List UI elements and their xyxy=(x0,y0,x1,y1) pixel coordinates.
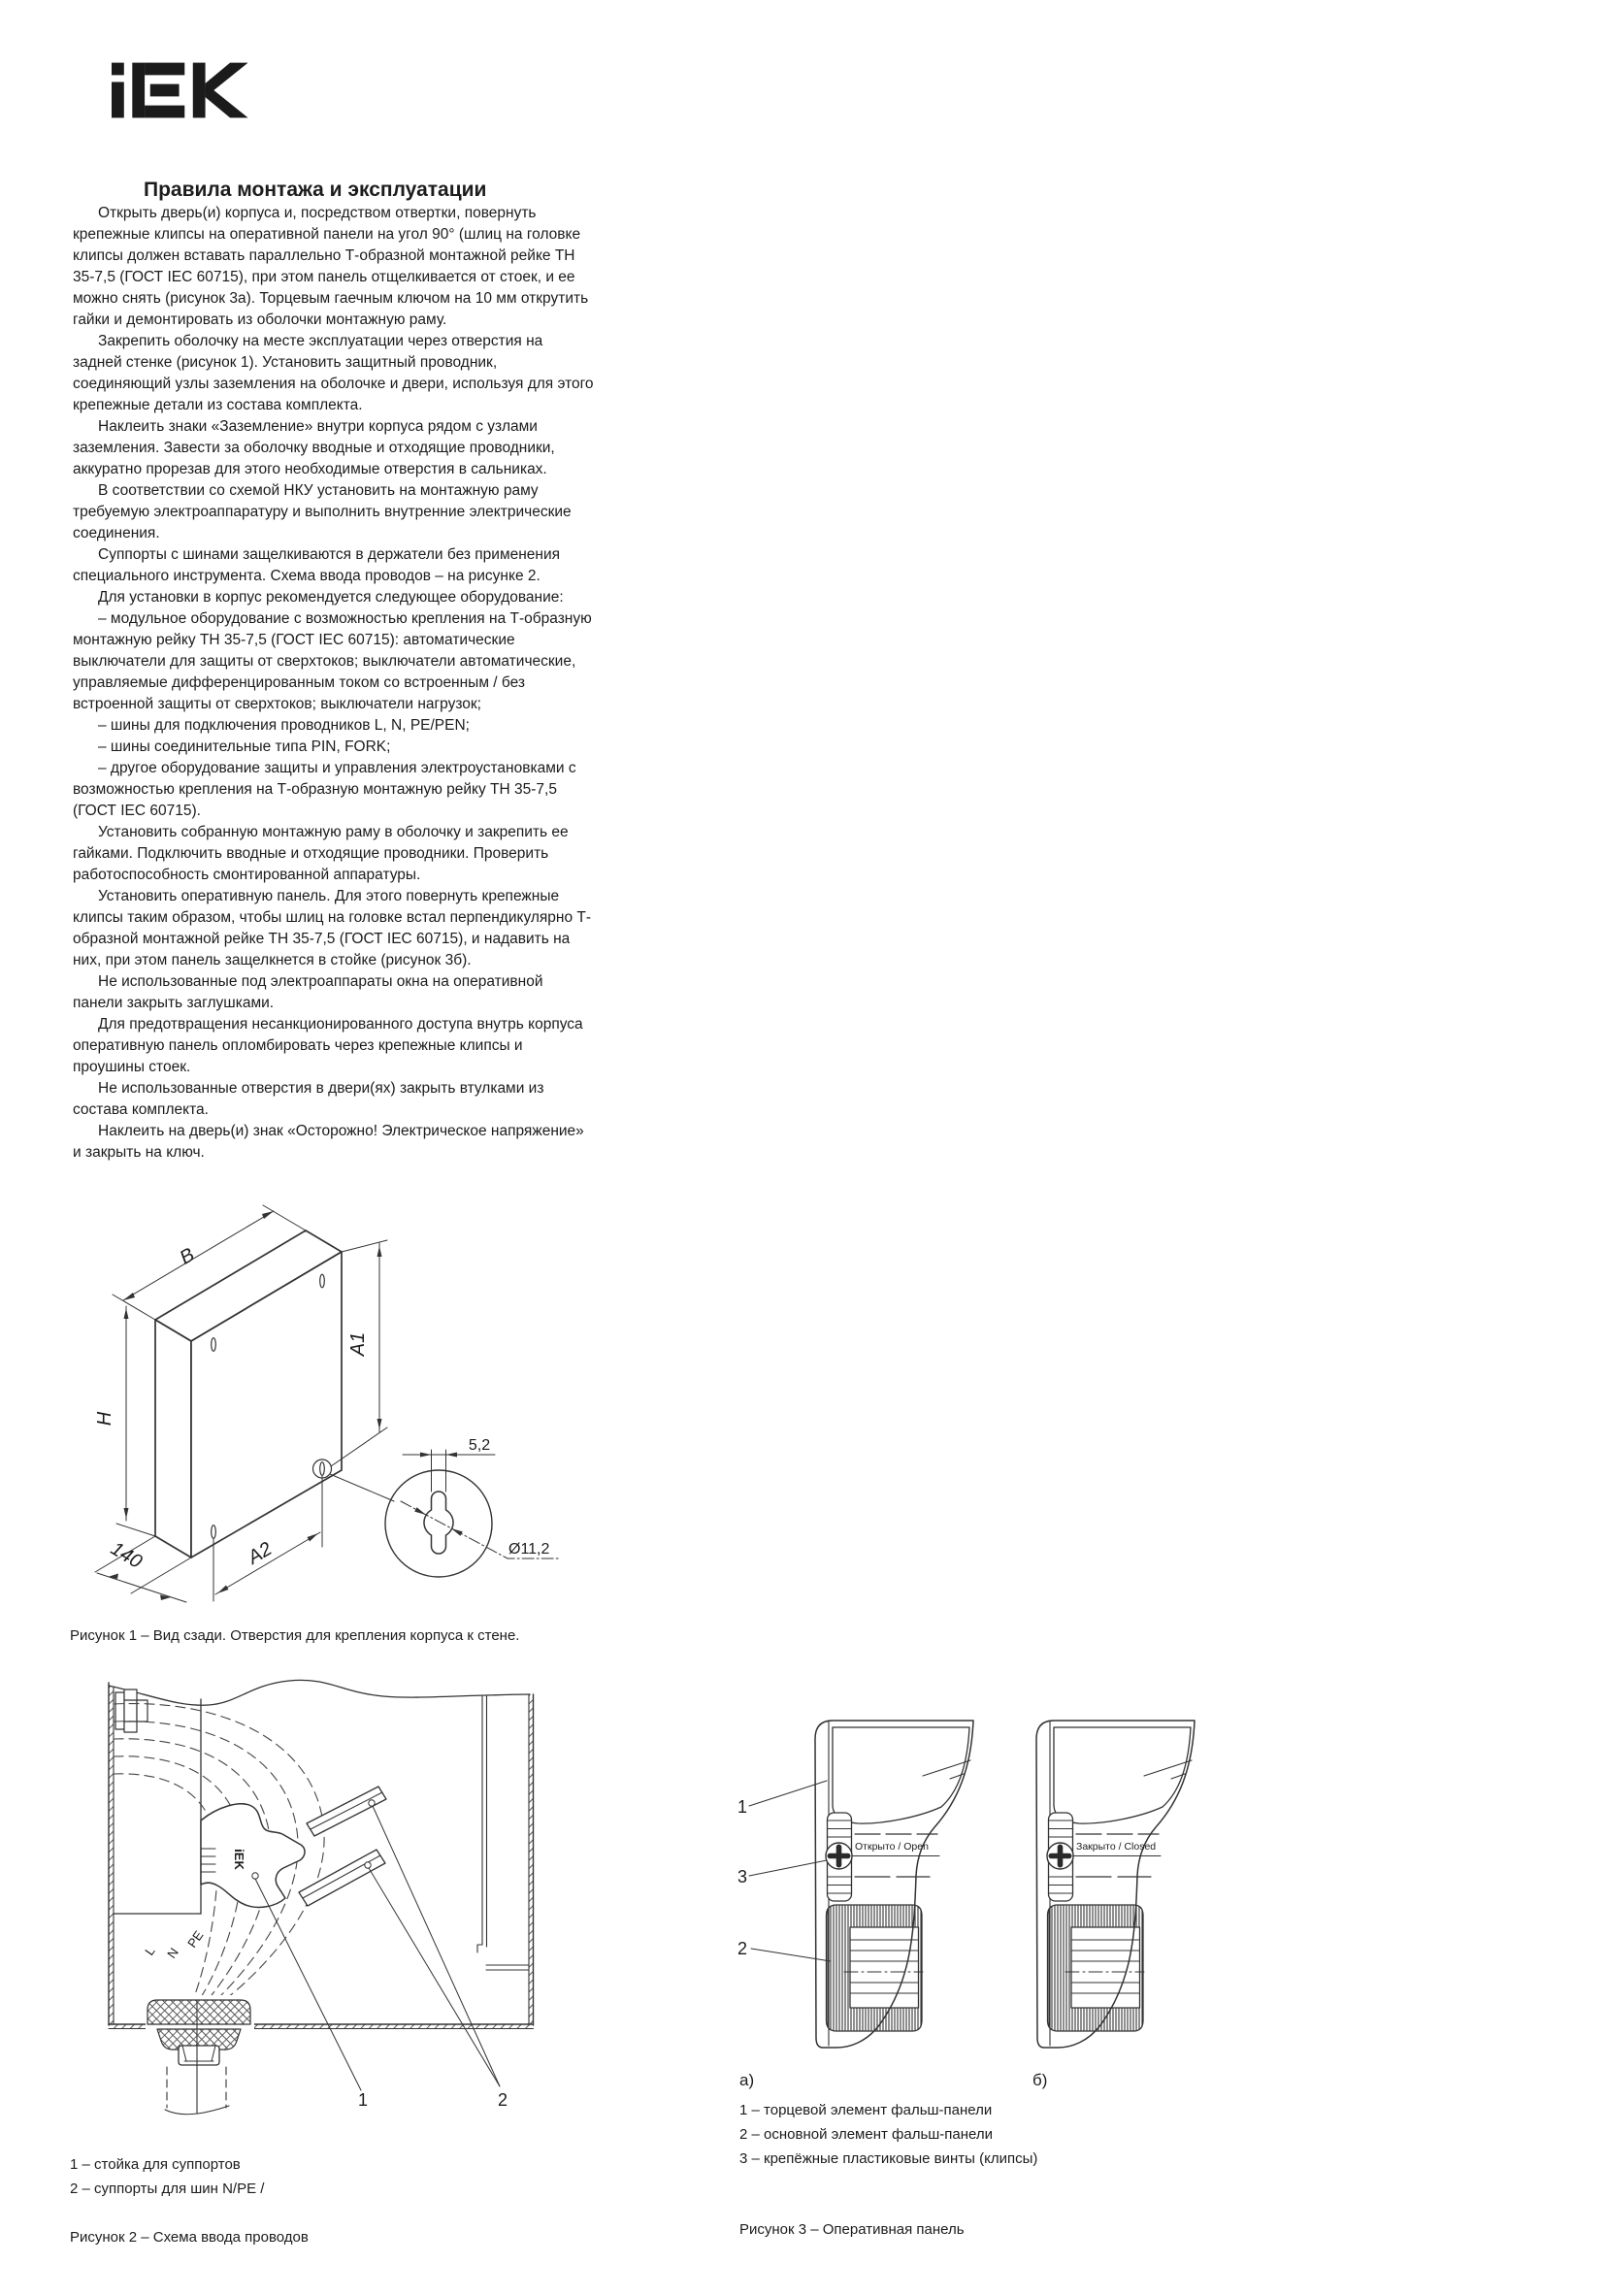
figure-3-caption: Рисунок 3 – Оперативная панель xyxy=(739,2221,965,2238)
figure-2-legend xyxy=(70,2152,264,2201)
callout-2: 2 xyxy=(737,1939,748,1958)
paragraph: Не использованные отверстия в двери(ях) закрыть втулками из состава комплекта. xyxy=(73,1080,544,1118)
wall-bolt xyxy=(115,1689,147,1732)
subfigure-a-label: а) xyxy=(739,2071,755,2089)
paragraph: Установить собранную монтажную раму в оболочку и закрепить ее гайками. Подключить вводные и отходящие проводники. Проверить работоспособность смонтированной аппаратуры. xyxy=(73,824,569,883)
keyhole-detail-view xyxy=(385,1437,561,1577)
enclosure-box xyxy=(155,1230,342,1558)
instructions-text xyxy=(73,203,595,1164)
paragraph: Закрепить оболочку на месте эксплуатации через отверстия на задней стенке (рисунок 1). Установить защитный проводник, соединяющий узлы заземления на оболочке и двери, используя для этого крепежные детали из состава комплекта. xyxy=(73,333,594,413)
legend-item: 3 – крепёжные пластиковые винты (клипсы) xyxy=(739,2150,1038,2167)
dim-label-A2: A2 xyxy=(244,1538,277,1569)
panel-b-shape xyxy=(1036,1721,1195,2048)
dim-label-5-2: 5,2 xyxy=(468,1437,491,1454)
callout-1: 1 xyxy=(737,1797,748,1817)
bus-supports xyxy=(299,1787,386,1906)
wire-label-N: N xyxy=(164,1945,181,1961)
panel-b-state-text: Закрыто / Closed xyxy=(1076,1841,1157,1853)
figure-3-legend xyxy=(739,2098,1037,2171)
callout-3: 3 xyxy=(737,1867,748,1886)
enclosure-walls xyxy=(109,1680,534,2028)
dim-label-H: H xyxy=(94,1411,115,1427)
subfigure-b-label: б) xyxy=(1032,2071,1048,2089)
bracket-iek-mark: iEK xyxy=(232,1849,246,1870)
paragraph: – шины соединительные типа PIN, FORK; xyxy=(98,738,391,755)
paragraph: Наклеить знаки «Заземление» внутри корпуса рядом с узлами заземления. Завести за оболочку вводные и отходящие проводники, аккуратно прорезав для этого необходимые отверстия в сальниках. xyxy=(73,418,555,477)
paragraph: Для предотвращения несанкционированного доступа внутрь корпуса оперативную панель опломбировать через крепежные клипсы и проушины стоек. xyxy=(73,1016,583,1075)
wire-label-L: L xyxy=(142,1944,158,1958)
figure-1-rear-view-drawing xyxy=(58,1194,573,1611)
paragraph: Для установки в корпус рекомендуется следующее оборудование: xyxy=(98,589,564,606)
paragraph: – модульное оборудование с возможностью крепления на Т-образную монтажную рейку ТН 35-7,5 (ГОСТ IEC 60715): автоматические выключатели для защиты от сверхтоков; выключатели автоматические, управляемые дифференцированным током со встроенным / без встроенной защиты от сверхтоков; выключатели нагрузок; xyxy=(73,610,592,712)
paragraph: Не использованные под электроаппараты окна на оперативной панели закрыть заглушками. xyxy=(73,973,543,1011)
figure-3-operating-panel-drawing xyxy=(728,1674,1223,2091)
figure-1-caption: Рисунок 1 – Вид сзади. Отверстия для крепления корпуса к стене. xyxy=(70,1627,520,1644)
paragraph: Открыть дверь(и) корпуса и, посредством отвертки, повернуть крепежные клипсы на оперативной панели на угол 90° (шлиц на головке клипсы должен вставать параллельно Т-образной монтажной рейке ТН 35-7,5 (ГОСТ IEC 60715), при этом панель отщелкивается от стоек, и ее можно снять (рисунок 3а). Торцевым гаечным ключом на 10 мм открутить гайки и демонтировать из оболочки монтажную раму. xyxy=(73,205,589,328)
legend-item: 2 – суппорты для шин N/PE / xyxy=(70,2181,265,2197)
cable-gland xyxy=(146,1995,254,2115)
dim-label-140: 140 xyxy=(107,1537,147,1573)
callout-2: 2 xyxy=(498,2090,508,2110)
dim-label-A1: A1 xyxy=(347,1331,369,1357)
iek-logo xyxy=(112,62,249,118)
panel-a-shape xyxy=(815,1721,973,2048)
paragraph: Наклеить на дверь(и) знак «Осторожно! Электрическое напряжение» и закрыть на ключ. xyxy=(73,1123,584,1161)
legend-item: 1 – стойка для суппортов xyxy=(70,2156,241,2173)
figure-2-wire-entry-drawing xyxy=(58,1674,573,2120)
page-title: Правила монтажа и эксплуатации xyxy=(144,179,487,201)
callout-1: 1 xyxy=(358,2090,369,2110)
paragraph: – шины для подключения проводников L, N, PE/PEN; xyxy=(98,717,470,734)
dim-label-dia-11-2: Ø11,2 xyxy=(508,1541,550,1558)
legend-item: 2 – основной элемент фальш-панели xyxy=(739,2126,994,2143)
paragraph: В соответствии со схемой НКУ установить на монтажную раму требуемую электроаппаратуру и выполнить внутренние электрические соединения. xyxy=(73,482,572,541)
dim-label-B: B xyxy=(176,1243,199,1269)
wire-label-PE: PE xyxy=(184,1927,207,1951)
figure-2-caption: Рисунок 2 – Схема ввода проводов xyxy=(70,2229,309,2246)
paragraph: Суппорты с шинами защелкиваются в держатели без применения специального инструмента. Схема ввода проводов – на рисунке 2. xyxy=(73,546,561,584)
iek-logo-letters xyxy=(112,63,248,118)
paragraph: – другое оборудование защиты и управления электроустановками с возможностью крепления на Т-образную монтажную рейку ТН 35-7,5 (ГОСТ IEC 60715). xyxy=(73,760,576,819)
panel-a-state-text: Открыто / Open xyxy=(855,1841,929,1853)
paragraph: Установить оперативную панель. Для этого повернуть крепежные клипсы таким образом, чтобы шлиц на головке встал перпендикулярно Т-образной монтажной рейке ТН 35-7,5 (ГОСТ IEC 60715), и надавить на них, при этом панель защелкнется в стойке (рисунок 3б). xyxy=(73,888,592,968)
legend-item: 1 – торцевой элемент фальш-панели xyxy=(739,2102,993,2118)
